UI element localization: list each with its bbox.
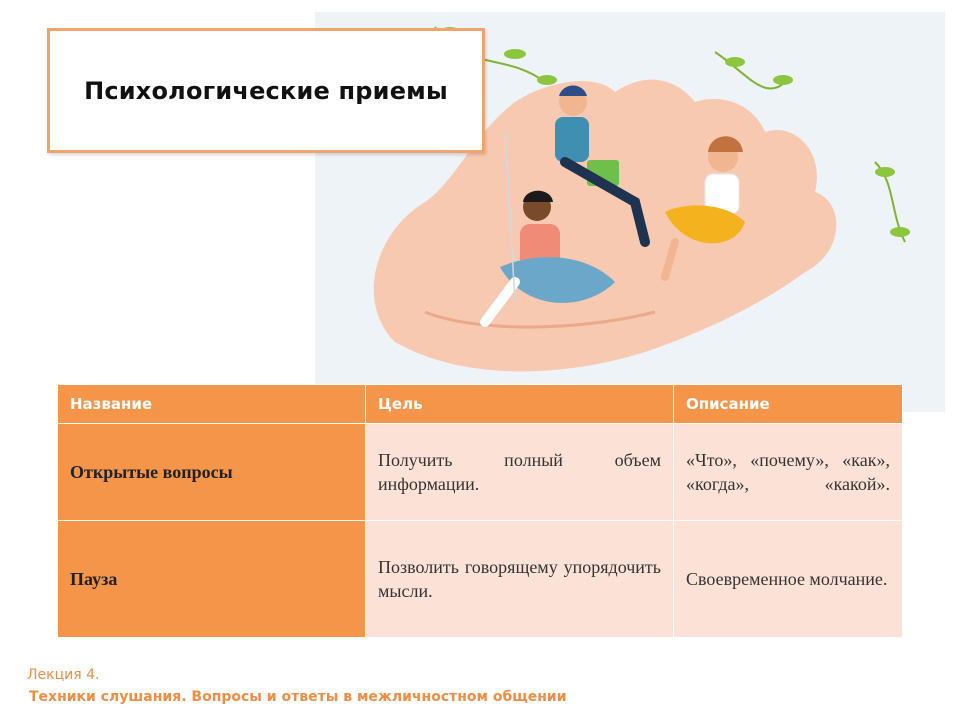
footer-lecture: Лекция 4. [27, 667, 100, 683]
column-header-goal: Цель [366, 385, 674, 424]
table-row [58, 424, 903, 521]
column-header-name: Название [58, 385, 366, 424]
footer-topic: Техники слушания. Вопросы и ответы в межличностном общении [29, 689, 567, 705]
table-row [58, 521, 903, 638]
technique-description: «Что», «почему», «как», «когда», «какой». [674, 424, 903, 521]
title-box [47, 28, 485, 153]
technique-goal: Позволить говорящему упорядочить мысли. [366, 521, 674, 638]
technique-description: Своевременное молчание. [674, 521, 903, 638]
column-header-description: Описание [674, 385, 903, 424]
table-header-row [58, 385, 903, 424]
technique-name: Открытые вопросы [58, 424, 366, 521]
technique-goal: Получить полный объем информации. [366, 424, 674, 521]
techniques-table [57, 384, 903, 638]
technique-name: Пауза [58, 521, 366, 638]
footer [27, 664, 567, 708]
page-title: Психологические приемы [84, 76, 448, 105]
